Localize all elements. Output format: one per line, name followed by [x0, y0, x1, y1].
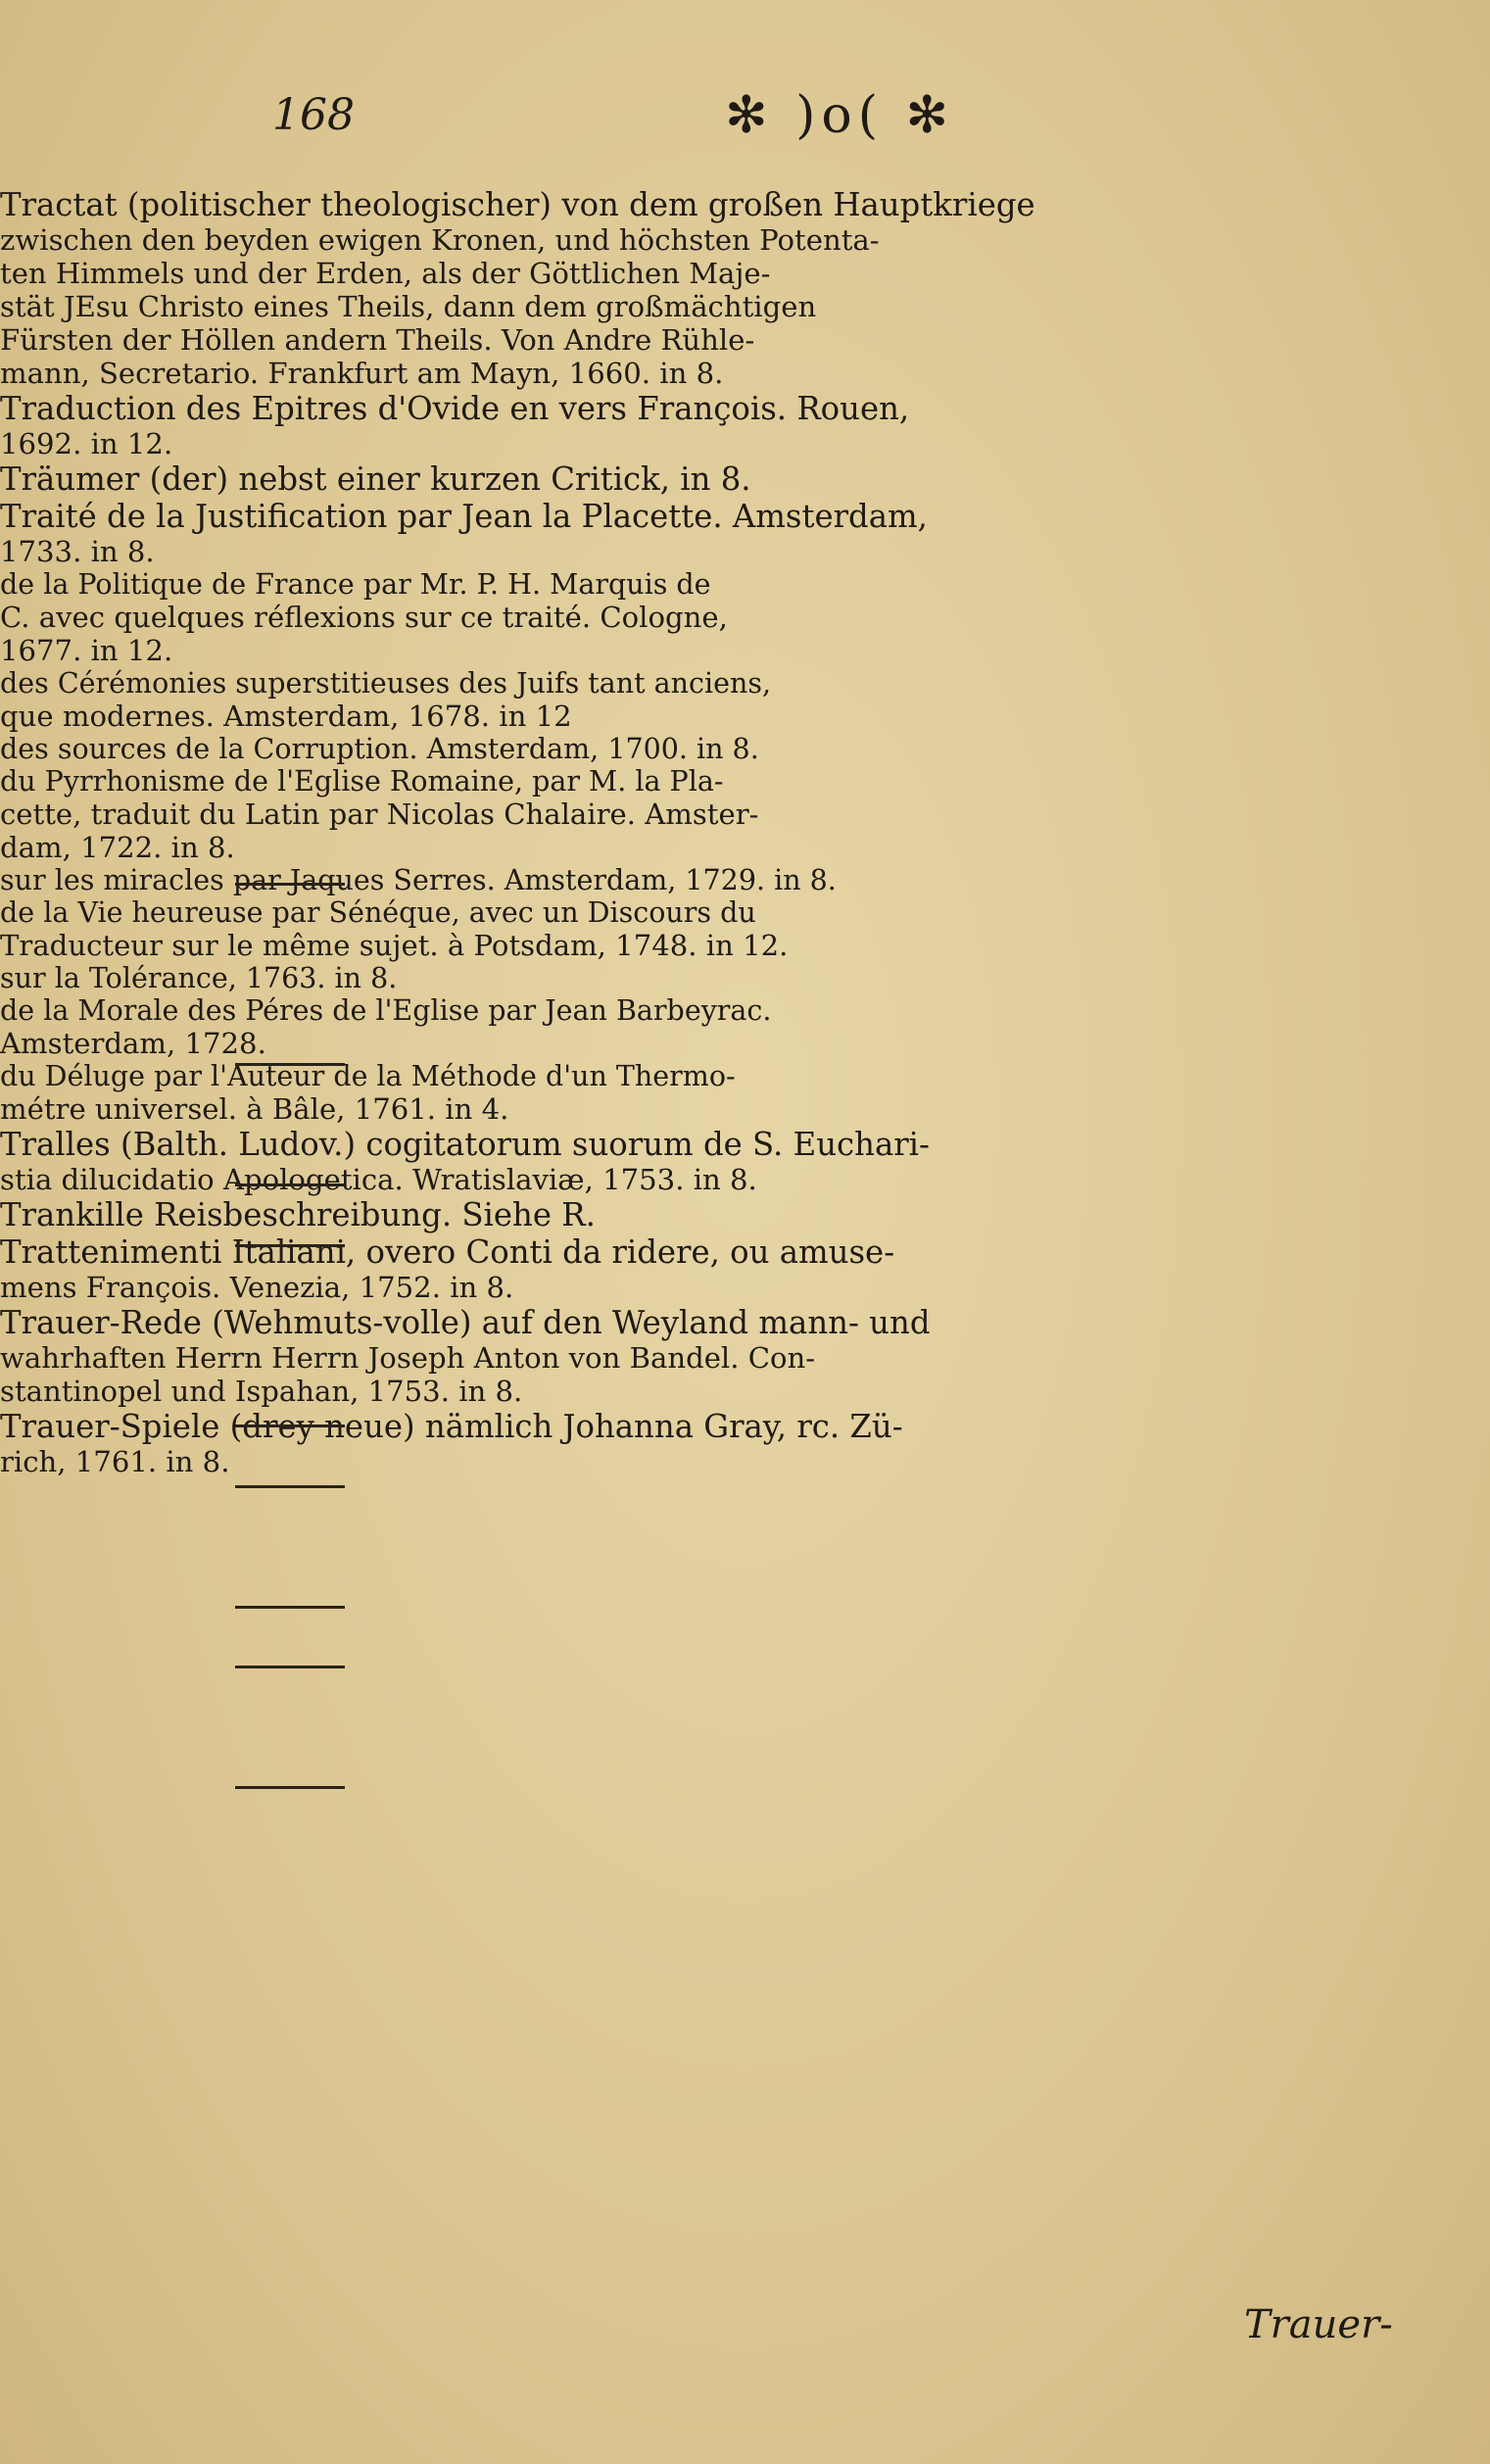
entry-line: que modernes. Amsterdam, 1678. in 12: [0, 700, 572, 733]
page-number: 168: [272, 90, 355, 140]
ditto-dash: [235, 1425, 345, 1427]
entry-line: du Déluge par l'Auteur de la Méthode d'un Thermo-: [0, 1060, 736, 1092]
entry-line: C. avec quelques réflexions sur ce traité. Cologne,: [0, 601, 728, 634]
entry-line: du Pyrrhonisme de l'Eglise Romaine, par M. la Pla-: [0, 765, 724, 797]
entry-line: Amsterdam, 1728.: [0, 1027, 266, 1060]
entry-line: 1677. in 12.: [0, 634, 173, 667]
ditto-dash: [235, 1786, 345, 1789]
entry-line: ten Himmels und der Erden, als der Göttlichen Maje-: [0, 257, 771, 290]
entry-line: dam, 1722. in 8.: [0, 831, 235, 864]
entry-line: cette, traduit du Latin par Nicolas Chalaire. Amster-: [0, 797, 759, 831]
entry-line: mann, Secretario. Frankfurt am Mayn, 1660. in 8.: [0, 357, 724, 390]
entry-line: zwischen den beyden ewigen Kronen, und höchsten Potenta-: [0, 223, 880, 257]
entry-line: Trattenimenti Italiani, overo Conti da ridere, ou amuse-: [0, 1233, 895, 1271]
entry-line: des sources de la Corruption. Amsterdam, 1700. in 8.: [0, 733, 759, 765]
entry-line: Traduction des Epitres d'Ovide en vers François. Rouen,: [0, 390, 910, 427]
entry-line: mens François. Venezia, 1752. in 8.: [0, 1271, 514, 1304]
entry-line: 1733. in 8.: [0, 535, 155, 568]
entry-line: stantinopel und Ispahan, 1753. in 8.: [0, 1375, 523, 1408]
entry-line: Trauer-Spiele (drey neue) nämlich Johanna Gray, rc. Zü-: [0, 1408, 903, 1445]
entry-line: Tralles (Balth. Ludov.) cogitatorum suorum de S. Euchari-: [0, 1126, 930, 1163]
ditto-dash: [235, 883, 345, 886]
ditto-dash: [235, 1666, 345, 1668]
entry-line: Traducteur sur le même sujet. à Potsdam, 1748. in 12.: [0, 929, 789, 962]
entry-line: métre universel. à Bâle, 1761. in 4.: [0, 1092, 509, 1126]
entry-line: 1692. in 12.: [0, 427, 173, 460]
entry-line: sur la Tolérance, 1763. in 8.: [0, 962, 398, 994]
entry-line: de la Politique de France par Mr. P. H. Marquis de: [0, 568, 711, 601]
entry-line: Traité de la Justification par Jean la Placette. Amsterdam,: [0, 498, 928, 535]
catchword: Trauer-: [1244, 2302, 1393, 2347]
ditto-dash: [235, 1606, 345, 1609]
ditto-dash: [235, 1184, 345, 1186]
entry-line: Trauer-Rede (Wehmuts-volle) auf den Weyland mann- und: [0, 1304, 931, 1341]
entry-line: stia dilucidatio Apologetica. Wratislaviæ, 1753. in 8.: [0, 1163, 757, 1196]
ditto-dash: [235, 1485, 345, 1488]
header-ornament: ✻ )o( ✻: [725, 86, 955, 145]
entry-line: sur les miracles par Jaques Serres. Amsterdam, 1729. in 8.: [0, 864, 837, 896]
ditto-dash: [235, 1244, 345, 1247]
ditto-dash: [235, 1063, 345, 1066]
entry-line: de la Morale des Péres de l'Eglise par Jean Barbeyrac.: [0, 994, 772, 1027]
entry-line: wahrhaften Herrn Herrn Joseph Anton von Bandel. Con-: [0, 1341, 816, 1375]
entry-line: stät JEsu Christo eines Theils, dann dem großmächtigen: [0, 290, 817, 323]
entry-line: Trankille Reisbeschreibung. Siehe R.: [0, 1196, 596, 1233]
entry-line: Tractat (politischer theologischer) von dem großen Hauptkriege: [0, 186, 1035, 223]
entry-line: Fürsten der Höllen andern Theils. Von Andre Rühle-: [0, 323, 755, 357]
catalog-entries: [0, 186, 1490, 1478]
entry-line: de la Vie heureuse par Sénéque, avec un Discours du: [0, 896, 756, 929]
page-header: [0, 69, 1490, 157]
entry-line: rich, 1761. in 8.: [0, 1445, 230, 1478]
entry-line: Träumer (der) nebst einer kurzen Critick, in 8.: [0, 460, 751, 498]
entry-line: des Cérémonies superstitieuses des Juifs tant anciens,: [0, 667, 772, 700]
